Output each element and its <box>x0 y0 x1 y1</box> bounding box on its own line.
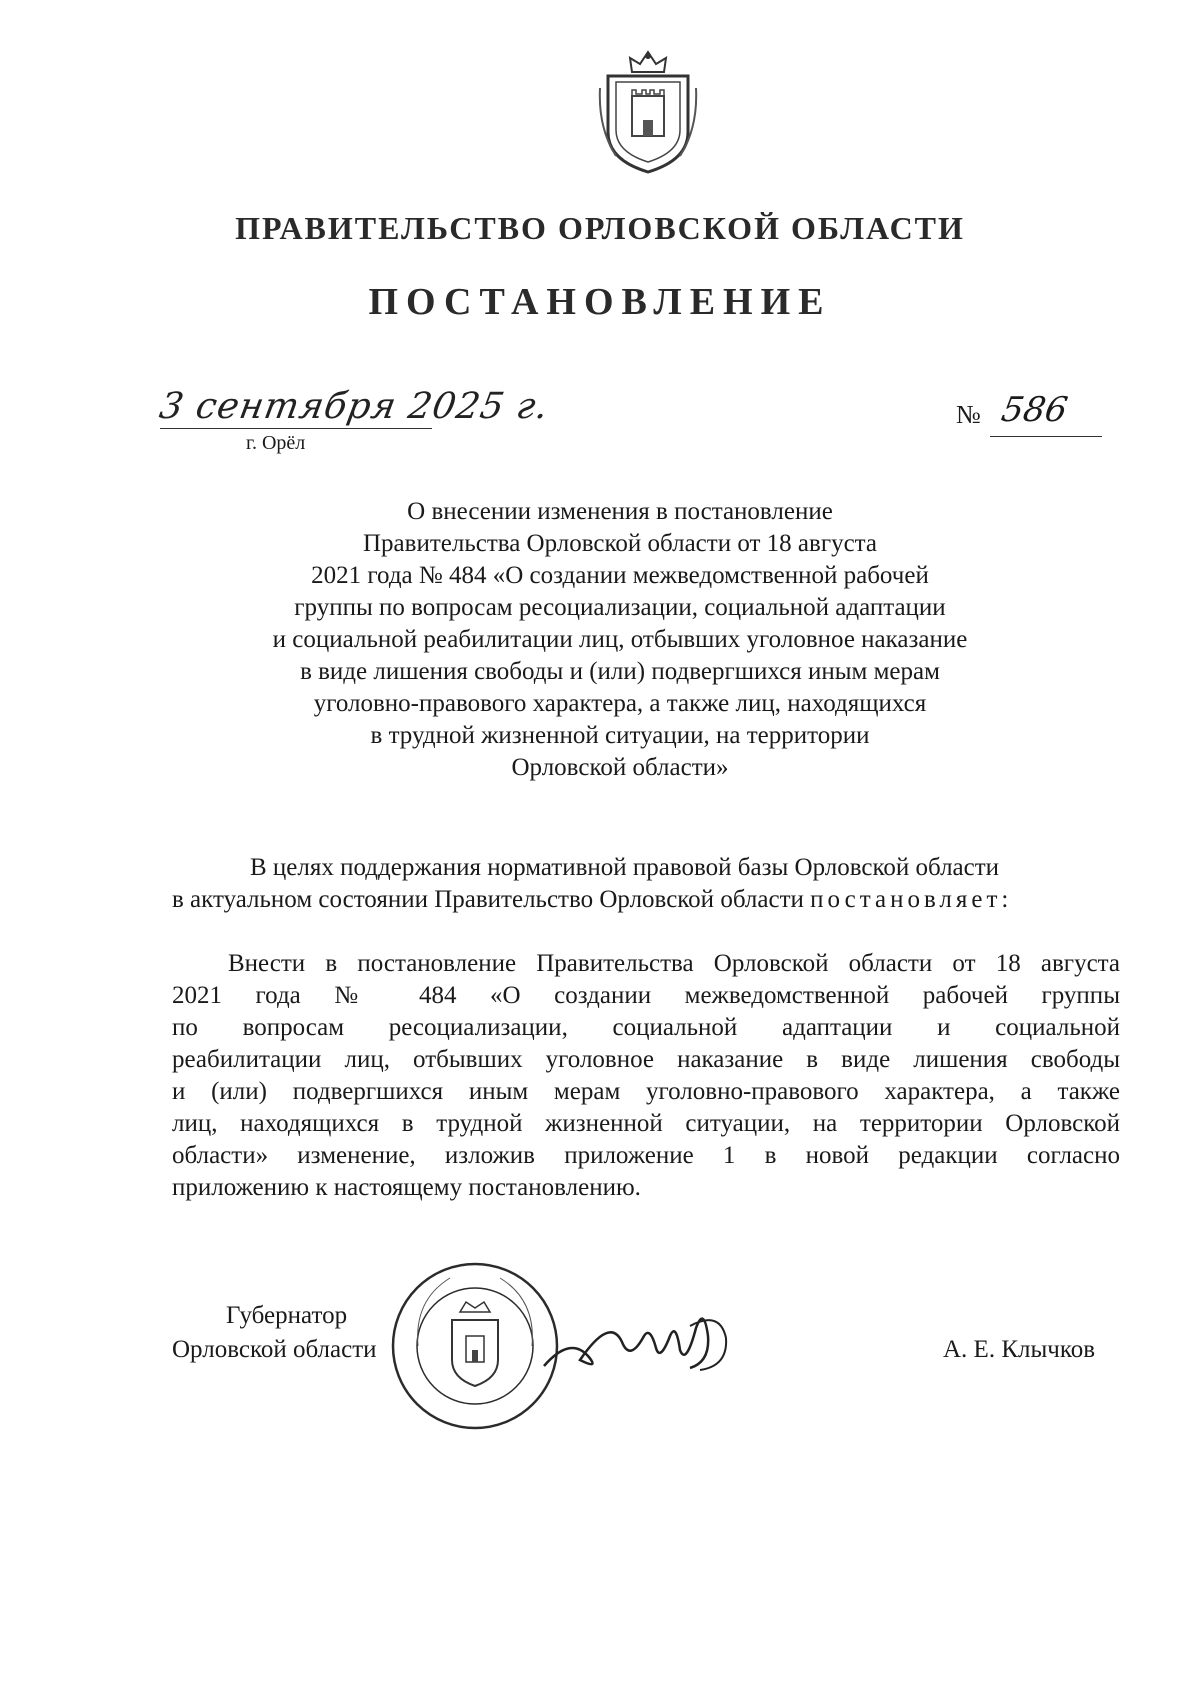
title-line: 2021 года № 484 «О создании межведомственной рабочей <box>311 562 929 589</box>
body-line: по вопросам ресоциализации, социальной адаптации и социальной <box>172 1014 1120 1041</box>
title-line: уголовно-правового характера, а также лиц, находящихся <box>313 690 927 717</box>
preamble-line <box>172 884 1120 916</box>
coat-of-arms-emblem <box>596 48 700 176</box>
preamble-line: В целях поддержания нормативной правовой базы Орловской области <box>250 854 1000 881</box>
signer-position-line1: Губернатор <box>226 1302 348 1329</box>
organization-name: ПРАВИТЕЛЬСТВО ОРЛОВСКОЙ ОБЛАСТИ <box>235 210 965 246</box>
official-seal <box>390 1260 560 1432</box>
document-type: ПОСТАНОВЛЕНИЕ <box>368 281 832 323</box>
preamble-text: в актуальном состоянии Правительство Орловской области <box>172 886 811 913</box>
handwritten-signature <box>540 1296 740 1386</box>
body-line: области» изменение, изложив приложение 1 в новой редакции согласно <box>172 1142 1120 1169</box>
preamble-paragraph <box>172 852 1120 916</box>
body-paragraph <box>172 948 1120 1204</box>
body-line: приложению к настоящему постановлению. <box>172 1174 641 1201</box>
title-line: в виде лишения свободы и (или) подвергшихся иным мерам <box>300 658 940 685</box>
resolves-word: постановляет: <box>810 886 1013 913</box>
title-line: в трудной жизненной ситуации, на территории <box>370 722 870 749</box>
title-line: Орловской области» <box>511 754 729 781</box>
number-underline <box>990 436 1102 437</box>
title-line: Правительства Орловской области от 18 августа <box>362 530 878 557</box>
handwritten-date: 3 сентября 2025 г. <box>156 386 553 427</box>
title-line: О внесении изменения в постановление <box>407 498 833 525</box>
signer-position-line2: Орловской области <box>172 1336 377 1363</box>
body-line: реабилитации лиц, отбывших уголовное наказание в виде лишения свободы <box>172 1046 1120 1073</box>
body-line: Внести в постановление Правительства Орловской области от 18 августа <box>228 950 1120 977</box>
body-line: 2021 года № 484 «О создании межведомственной рабочей группы <box>172 982 1120 1009</box>
body-line: лиц, находящихся в трудной жизненной ситуации, на территории Орловской <box>172 1110 1120 1137</box>
title-line: и социальной реабилитации лиц, отбывших уголовное наказание <box>272 626 968 653</box>
document-title <box>230 496 1010 784</box>
body-line: и (или) подвергшихся иным мерам уголовно-правового характера, а также <box>172 1078 1120 1105</box>
handwritten-number: 586 <box>998 390 1071 430</box>
title-line: группы по вопросам ресоциализации, социальной адаптации <box>294 594 946 621</box>
signer-name: А. Е. Клычков <box>943 1336 1096 1363</box>
number-label: № <box>956 400 981 429</box>
date-underline <box>160 428 432 429</box>
city-label: г. Орёл <box>246 432 306 454</box>
